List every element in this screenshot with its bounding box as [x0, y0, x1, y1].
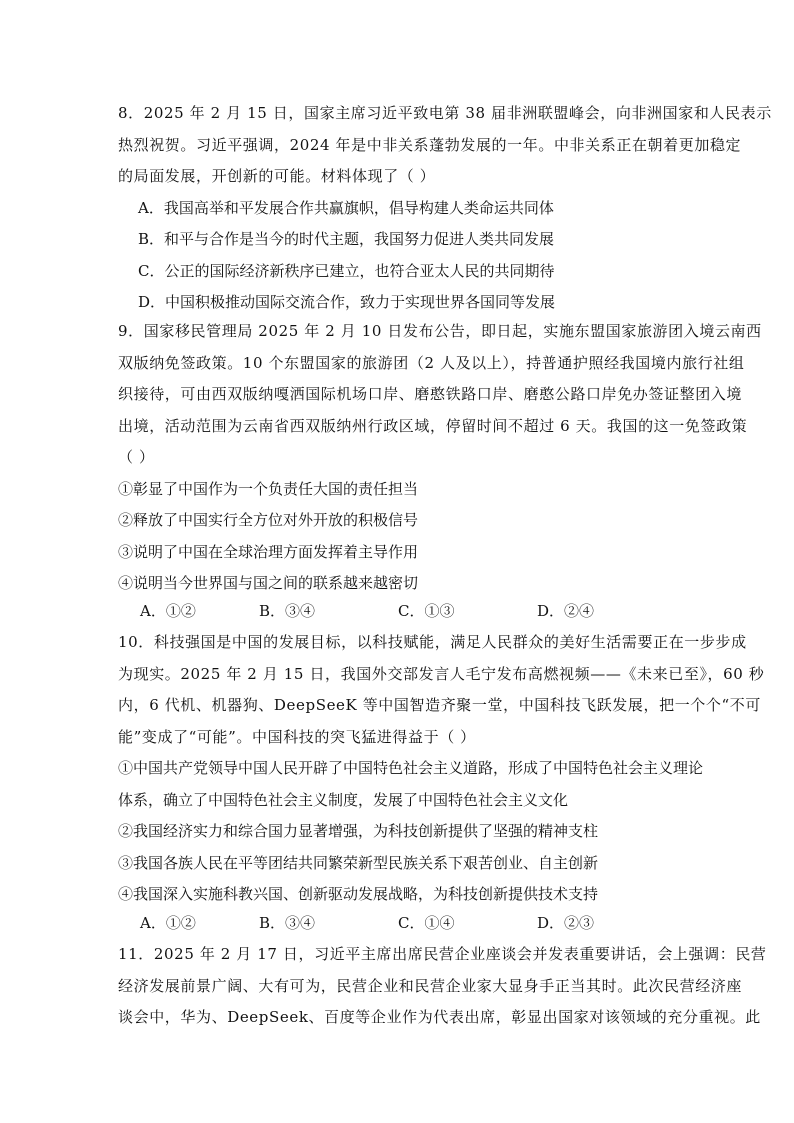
question-9-line-1: 9．国家移民管理局 2025 年 2 月 10 日发布公告，即日起，实施东盟国家旅游团入境云南西 — [118, 322, 762, 340]
question-11 — [118, 939, 767, 1034]
question-10-choice-a: A．①② — [140, 914, 196, 932]
question-9 — [118, 316, 762, 600]
question-10-choices — [140, 908, 640, 940]
question-9-line-3: 织接待，可由西双版纳嘎洒国际机场口岸、磨憨铁路口岸、磨憨公路口岸免办签证整团入境 — [118, 385, 743, 403]
question-8-option-d: D．中国积极推动国际交流合作，致力于实现世界各国同等发展 — [138, 293, 556, 311]
question-10-statement-4: ④我国深入实施科教兴国、创新驱动发展战略，为科技创新提供技术支持 — [118, 885, 599, 903]
question-11-line-3: 谈会中，华为、DeepSeek、百度等企业作为代表出席，彰显出国家对该领域的充分重视。此 — [118, 1008, 761, 1026]
question-10-choice-d: D．②③ — [537, 914, 595, 932]
question-10-statement-1a: ①中国共产党领导中国人民开辟了中国特色社会主义道路，形成了中国特色社会主义理论 — [118, 759, 704, 777]
question-10-statement-1b: 体系，确立了中国特色社会主义制度，发展了中国特色社会主义文化 — [118, 790, 569, 809]
question-8-option-b: B．和平与合作是当今的时代主题，我国努力促进人类共同发展 — [138, 230, 555, 248]
question-9-statement-3: ③说明了中国在全球治理方面发挥着主导作用 — [118, 542, 419, 561]
question-11-line-1: 11．2025 年 2 月 17 日，习近平主席出席民营企业座谈会并发表重要讲话，会上强调：民营 — [118, 945, 767, 963]
question-9-choice-b: B．③④ — [259, 602, 316, 620]
question-9-choice-c: C．①③ — [398, 602, 455, 620]
question-10-line-4: 能”变成了“可能”。中国科技的突飞猛进得益于（ ） — [118, 727, 476, 746]
question-8-line-2: 热烈祝贺。习近平强调，2024 年是中非关系蓬勃发展的一年。中非关系正在朝着更加稳定 — [118, 135, 742, 154]
question-9-line-2: 双版纳免签政策。10 个东盟国家的旅游团（2 人及以上），持普通护照经我国境内旅行社组 — [118, 353, 745, 372]
question-10-choice-c: C．①④ — [398, 914, 455, 932]
question-9-line-4: 出境，活动范围为云南省西双版纳州行政区域，停留时间不超过 6 天。我国的这一免签政策 — [118, 416, 748, 435]
question-9-choice-a: A．①② — [140, 602, 196, 620]
question-9-choice-d: D．②④ — [537, 602, 595, 620]
question-8-line-3: 的局面发展，开创新的可能。材料体现了（ ） — [118, 167, 436, 185]
question-9-statement-1: ①彰显了中国作为一个负责任大国的责任担当 — [118, 479, 419, 498]
question-8-line-1: 8．2025 年 2 月 15 日，国家主席习近平致电第 38 届非洲联盟峰会，向非洲国家和人民表示 — [118, 104, 772, 122]
question-8-option-a: A．我国高举和平发展合作共赢旗帜，倡导构建人类命运共同体 — [138, 198, 554, 217]
question-10-statement-3: ③我国各族人民在平等团结共同繁荣新型民族关系下艰苦创业、自主创新 — [118, 853, 599, 872]
question-9-statement-4: ④说明当今世界国与国之间的联系越来越密切 — [118, 574, 419, 592]
question-10 — [118, 627, 765, 911]
question-8 — [118, 98, 772, 319]
question-9-choices — [140, 596, 640, 628]
question-10-statement-2: ②我国经济实力和综合国力显著增强，为科技创新提供了坚强的精神支柱 — [118, 822, 599, 840]
question-10-line-3: 内，6 代机、机器狗、DeepSeeK 等中国智造齐聚一堂，中国科技飞跃发展，把一个个“不可 — [118, 696, 761, 714]
question-11-line-2: 经济发展前景广阔、大有可为，民营企业和民营企业家大显身手正当其时。此次民营经济座 — [118, 976, 743, 995]
question-8-option-c: C．公正的国际经济新秩序已建立，也符合亚太人民的共同期待 — [138, 261, 555, 280]
question-10-line-2: 为现实。2025 年 2 月 15 日，我国外交部发言人毛宁发布高燃视频——《未来已至》，60 秒 — [118, 664, 765, 683]
question-10-line-1: 10．科技强国是中国的发展目标，以科技赋能，满足人民群众的美好生活需要正在一步步成 — [118, 633, 747, 651]
question-10-choice-b: B．③④ — [259, 914, 316, 932]
question-9-line-5: （ ） — [118, 448, 155, 466]
question-9-statement-2: ②释放了中国实行全方位对外开放的积极信号 — [118, 511, 419, 529]
